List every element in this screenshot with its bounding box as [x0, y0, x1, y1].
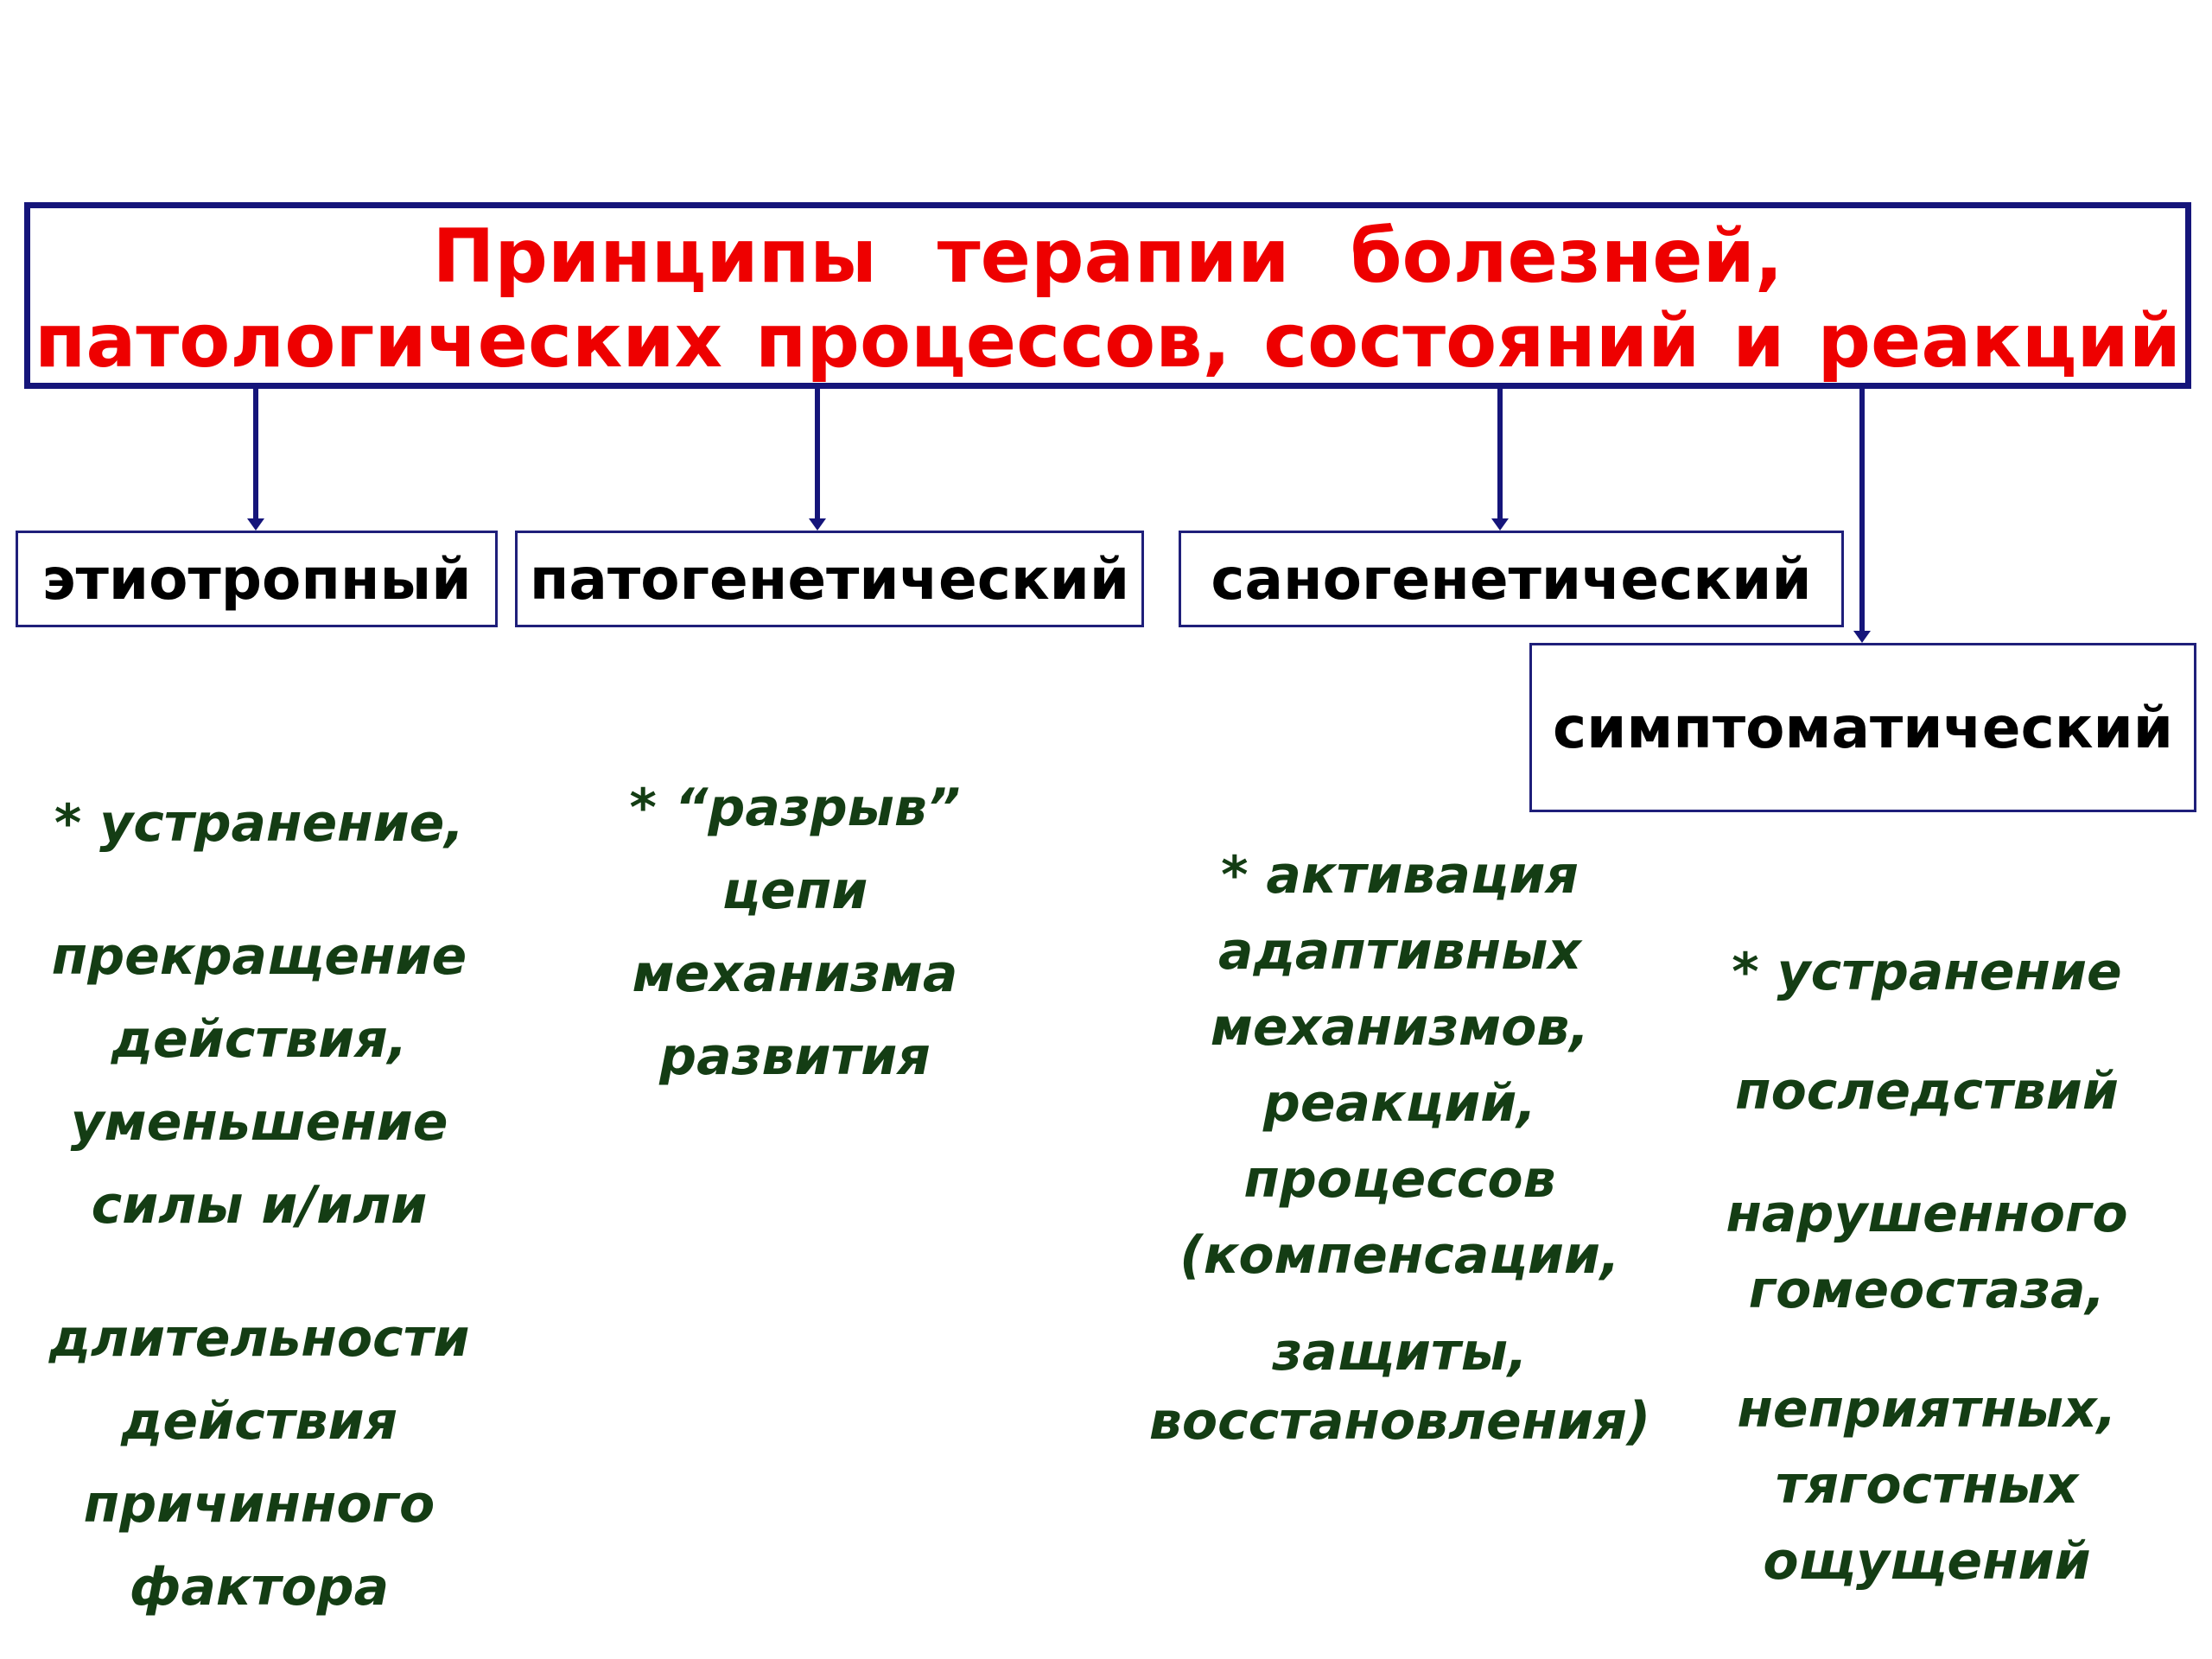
arrowhead-pathogenetic — [809, 518, 826, 531]
description-line: реакций, — [1262, 1073, 1537, 1134]
description-line: последствий — [1735, 1061, 2119, 1122]
description-line: причинного — [83, 1474, 435, 1535]
description-line: адаптивных — [1217, 921, 1582, 982]
principle-sanogenetic: саногенетический — [1179, 531, 1844, 627]
title-line-1: Принципы терапии болезней, — [432, 213, 1783, 300]
description-line: (компенсации, — [1179, 1225, 1620, 1286]
description-line: процессов — [1243, 1149, 1556, 1210]
description-line: фактора — [129, 1557, 390, 1618]
description-line: * “разрыв” — [629, 778, 961, 838]
description-line: действия, — [111, 1009, 408, 1070]
arrowhead-symptomatic — [1853, 631, 1871, 643]
title-line-2: патологических процессов, состояний и реакций — [34, 298, 2182, 385]
description-line: ощущений — [1763, 1531, 2091, 1592]
description-line: уменьшение — [70, 1092, 448, 1153]
description-line: длительности — [48, 1308, 470, 1369]
description-line: тягостных — [1775, 1455, 2079, 1516]
description-line: прекращение — [51, 926, 467, 987]
description-line: механизмов, — [1210, 997, 1590, 1058]
principle-symptomatic: симптоматический — [1529, 643, 2196, 812]
description-line: * активация — [1221, 845, 1579, 906]
description-line: * устранение, — [54, 793, 465, 854]
description-line: цепи — [721, 861, 868, 921]
description-line: неприятных, — [1737, 1379, 2117, 1440]
description-line: механизма — [632, 944, 958, 1004]
description-line: гомеостаза, — [1748, 1260, 2106, 1320]
title-box — [24, 202, 2191, 389]
description-line: нарушенного — [1726, 1184, 2128, 1244]
principle-pathogenetic: патогенетический — [515, 531, 1144, 627]
arrowhead-etiotropic — [247, 518, 264, 531]
description-line: силы и/или — [91, 1175, 428, 1236]
description-line: развития — [659, 1027, 931, 1087]
description-line: * устранение — [1732, 942, 2122, 1002]
description-line: восстановления) — [1148, 1391, 1651, 1452]
description-line: действия — [120, 1391, 398, 1452]
description-line: защиты, — [1272, 1322, 1528, 1382]
principle-etiotropic: этиотропный — [16, 531, 498, 627]
arrowhead-sanogenetic — [1491, 518, 1509, 531]
